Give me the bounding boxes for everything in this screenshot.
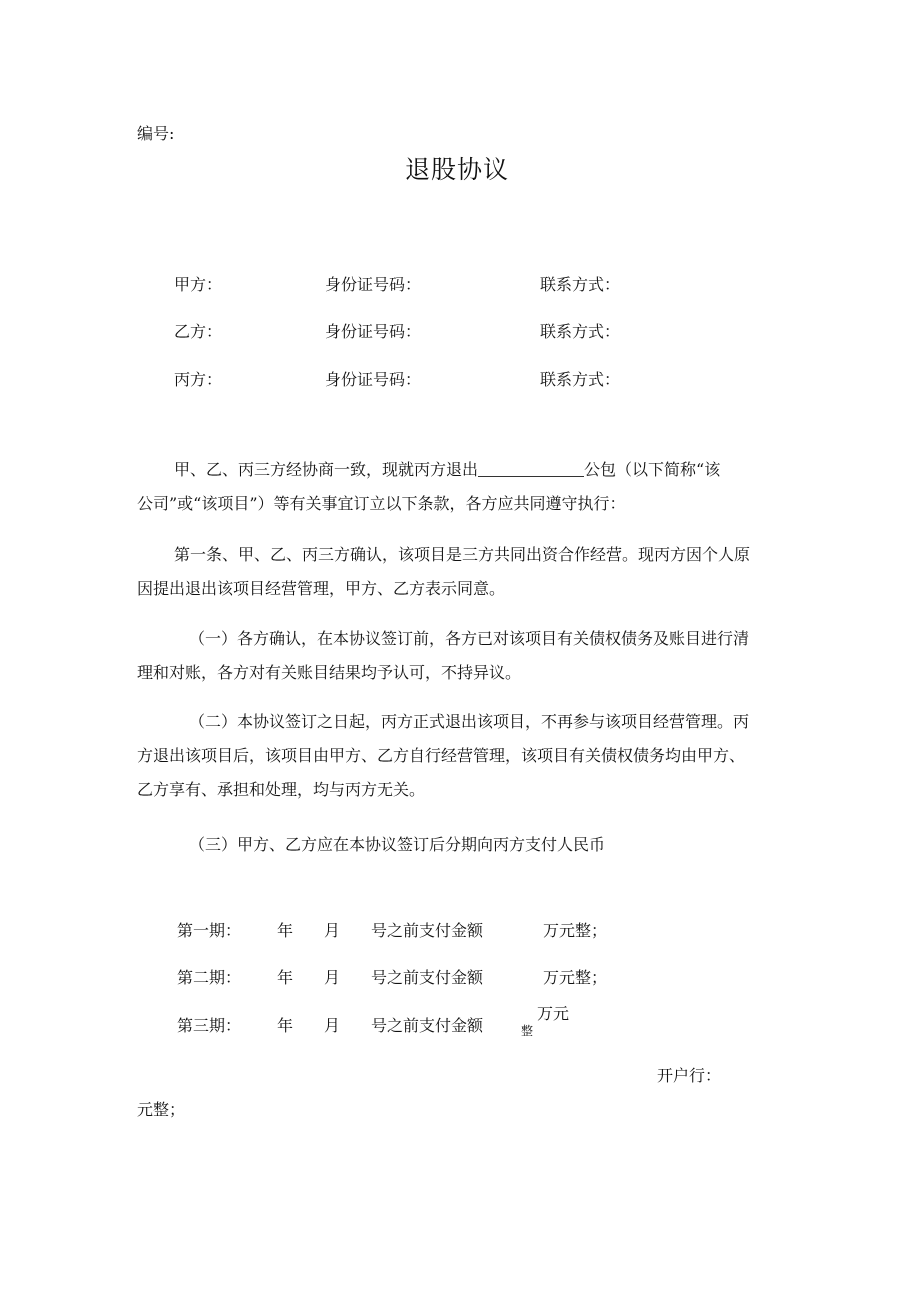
installment-1-month: 月: [324, 921, 341, 940]
clause-1-line-2: 理和对账，各方对有关账目结果均予认可，不持异议。: [137, 663, 522, 682]
installment-3-period: 第三期：: [177, 1016, 242, 1035]
document-title: 退股协议: [405, 155, 510, 184]
installment-3-year: 年: [277, 1016, 294, 1035]
party-b-label: 乙方：: [174, 322, 223, 341]
trailing-amount-text: 元整；: [137, 1100, 186, 1119]
company-name-blank: [478, 460, 584, 477]
installment-2-amount: 万元整；: [543, 968, 608, 987]
article-1-line-2: 因提出退出该项目经营管理，甲方、乙方表示同意。: [137, 579, 506, 598]
installment-1-amount: 万元整；: [543, 921, 608, 940]
party-a-id-label: 身份证号码：: [325, 275, 422, 294]
clause-1-line-1: （一）各方确认，在本协议签订前，各方已对该项目有关债权债务及账目进行清: [189, 629, 750, 648]
party-a-label: 甲方：: [174, 275, 223, 294]
intro-paragraph: [137, 453, 767, 521]
installment-2-year: 年: [277, 968, 294, 987]
intro-text-3: 公司”或“该项目”）等有关事宜订立以下条款，各方应共同遵守执行：: [137, 494, 626, 513]
installment-3-amount-lower: 整: [521, 1024, 534, 1038]
installment-3-month: 月: [324, 1016, 341, 1035]
party-c-label: 丙方：: [174, 370, 223, 389]
clause-2: [137, 705, 767, 807]
intro-text-1: 甲、乙、丙三方经协商一致，现就丙方退出: [174, 460, 479, 479]
installment-2-text: 号之前支付金额: [371, 968, 484, 987]
party-b-contact-label: 联系方式：: [540, 322, 621, 341]
clause-3-line-1: （三）甲方、乙方应在本协议签订后分期向丙方支付人民币: [189, 835, 606, 854]
clause-2-line-3: 乙方享有、承担和处理，均与丙方无关。: [137, 780, 426, 799]
clause-2-line-1: （二）本协议签订之日起，丙方正式退出该项目，不再参与该项目经营管理。丙: [189, 712, 750, 731]
clause-2-line-2: 方退出该项目后，该项目由甲方、乙方自行经营管理，该项目有关债权债务均由甲方、: [137, 746, 746, 765]
installment-3-text: 号之前支付金额: [371, 1016, 484, 1035]
serial-number-label: 编号:: [137, 124, 175, 143]
party-c-contact-label: 联系方式：: [540, 370, 621, 389]
installment-3-amount-upper: 万元: [537, 1004, 570, 1023]
party-c-id-label: 身份证号码：: [325, 370, 422, 389]
party-a-contact-label: 联系方式：: [540, 275, 621, 294]
article-1: [137, 538, 767, 606]
bank-label: 开户行：: [657, 1066, 722, 1085]
installment-2-period: 第二期：: [177, 968, 242, 987]
installment-1-year: 年: [277, 921, 294, 940]
installment-1-text: 号之前支付金额: [371, 921, 484, 940]
intro-text-2: 公包（以下简称“该: [584, 460, 721, 479]
clause-1: [137, 622, 767, 690]
installment-1-period: 第一期：: [177, 921, 242, 940]
party-b-id-label: 身份证号码：: [325, 322, 422, 341]
article-1-line-1: 第一条、甲、乙、丙三方确认，该项目是三方共同出资合作经营。现丙方因个人原: [174, 545, 751, 564]
installment-2-month: 月: [324, 968, 341, 987]
